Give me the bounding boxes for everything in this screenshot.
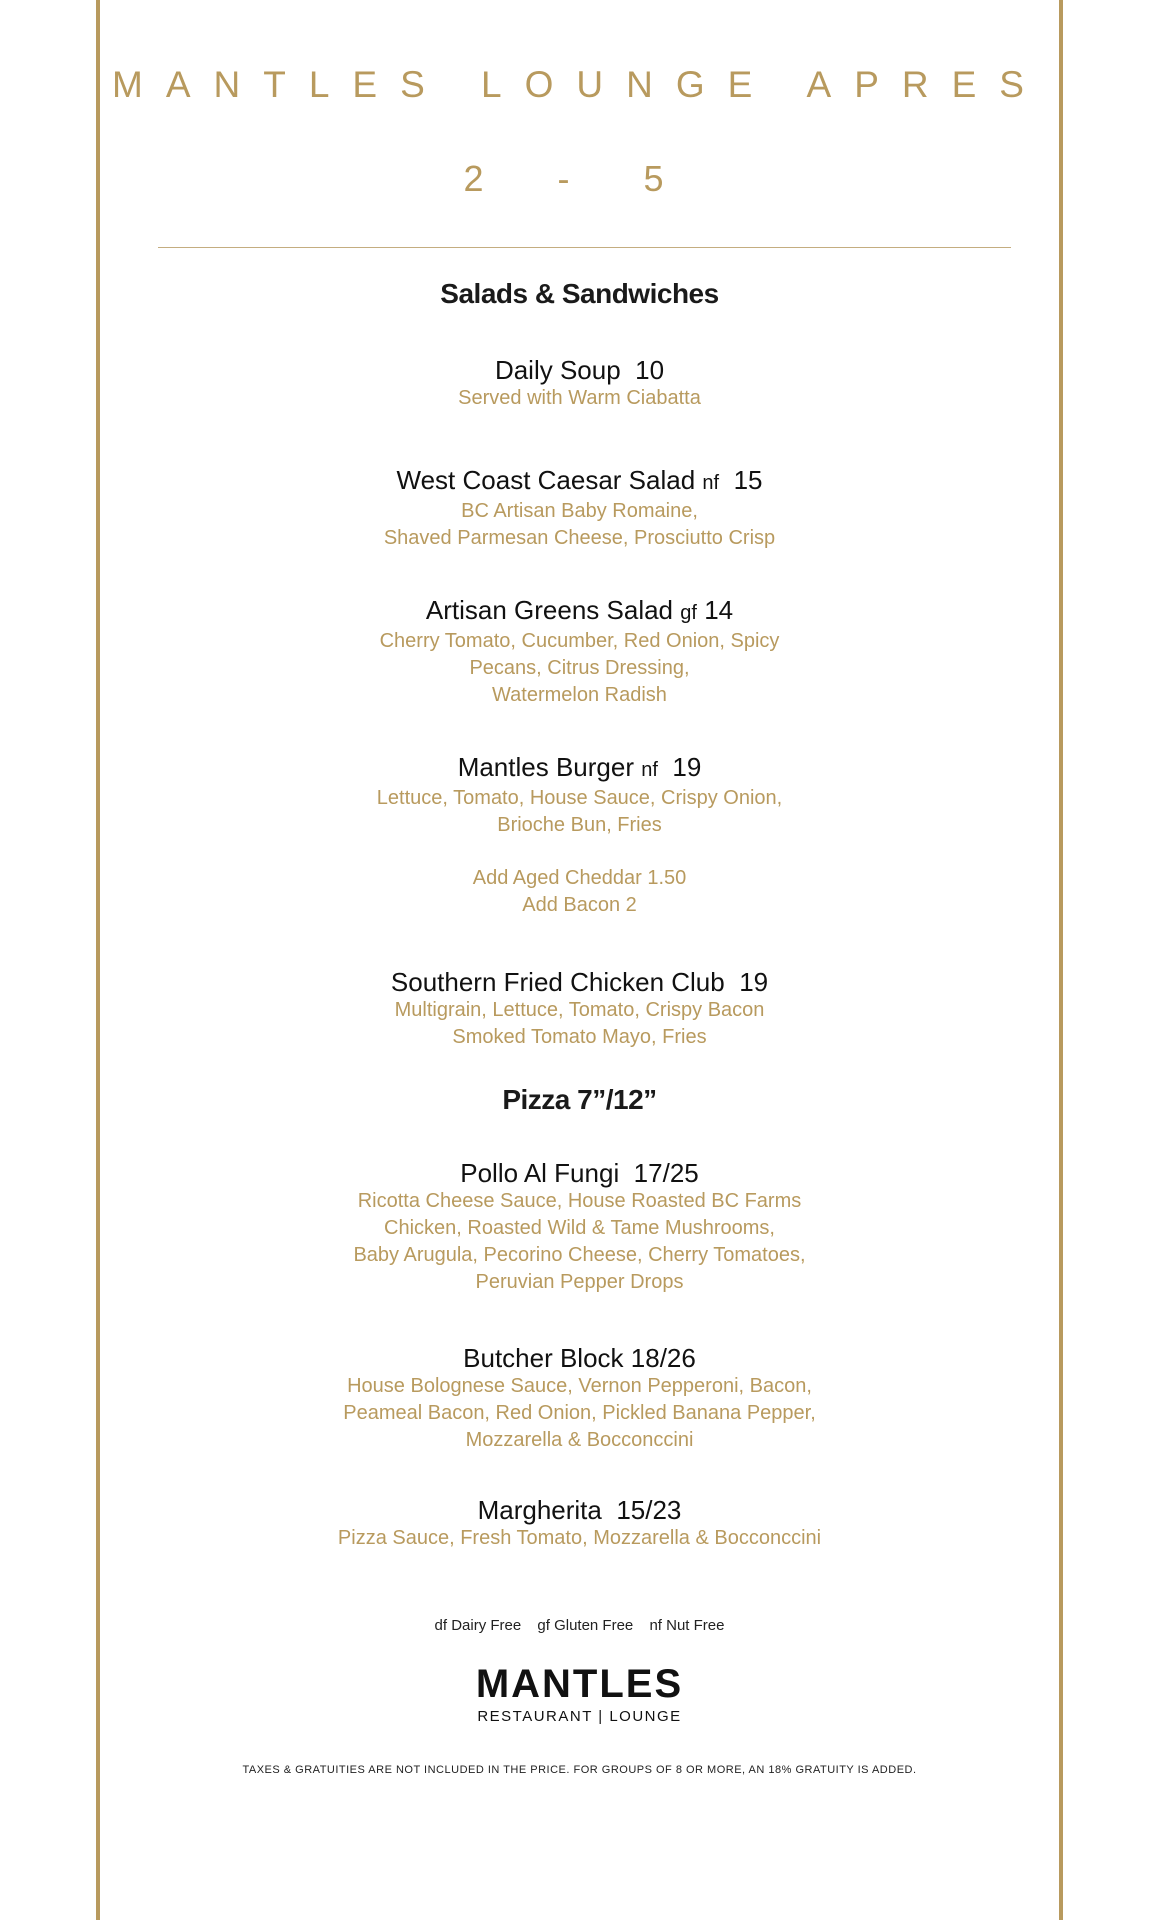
item-description: BC Artisan Baby Romaine,: [461, 500, 698, 522]
menu-item-artisan-greens-salad: [100, 595, 1059, 709]
item-name-line: [100, 1343, 1059, 1373]
item-name-line: [100, 1158, 1059, 1188]
legend-nut-free: nf Nut Free: [649, 1617, 725, 1634]
right-border-rule: [1059, 0, 1063, 1920]
item-name-line: [100, 752, 1059, 785]
menu-title: MANTLES LOUNGE APRES: [112, 64, 1047, 105]
item-name: Southern Fried Chicken Club: [390, 967, 725, 997]
item-description: Brioche Bun, Fries: [497, 814, 662, 836]
service-hours: 2 - 5: [463, 158, 696, 199]
menu-item-west-coast-caesar-salad: [100, 465, 1059, 552]
menu-item-mantles-burger: [100, 752, 1059, 919]
legend-gluten-free: gf Gluten Free: [537, 1617, 634, 1634]
item-name-line: [100, 1495, 1059, 1525]
item-price: 10: [635, 355, 665, 385]
item-name: Artisan Greens Salad: [425, 595, 674, 625]
item-name-line: [100, 465, 1059, 498]
item-name-line: [100, 595, 1059, 628]
item-name-line: [100, 967, 1059, 997]
item-description: Watermelon Radish: [492, 684, 667, 706]
item-description: Cherry Tomato, Cucumber, Red Onion, Spicy: [379, 630, 780, 652]
dietary-legend: [100, 1617, 1059, 1634]
diet-tag: nf: [641, 759, 658, 781]
item-description: Baby Arugula, Pecorino Cheese, Cherry Tomatoes,: [353, 1244, 806, 1266]
legend-dairy-free: df Dairy Free: [434, 1617, 522, 1634]
menu-item-margherita: [100, 1495, 1059, 1552]
item-description: House Bolognese Sauce, Vernon Pepperoni, Bacon,: [347, 1375, 812, 1397]
item-name: Mantles Burger: [457, 752, 634, 782]
item-name-line: [100, 355, 1059, 385]
item-price: 15/23: [616, 1495, 682, 1525]
diet-tag: gf: [680, 602, 697, 624]
section-title-salads-sandwiches: Salads & Sandwiches: [440, 278, 719, 309]
footer-note: TAXES & GRATUITIES ARE NOT INCLUDED IN THE PRICE. FOR GROUPS OF 8 OR MORE, AN 18% GRATUITY IS ADDED.: [242, 1764, 917, 1776]
item-price: 17/25: [633, 1158, 699, 1188]
item-name: Pollo Al Fungi: [460, 1158, 620, 1188]
item-description: Smoked Tomato Mayo, Fries: [452, 1026, 707, 1048]
item-price: 18/26: [630, 1343, 696, 1373]
item-description: Chicken, Roasted Wild & Tame Mushrooms,: [384, 1217, 775, 1239]
item-addon: Add Aged Cheddar 1.50: [472, 867, 687, 889]
menu-item-pollo-al-fungi: [100, 1158, 1059, 1296]
item-name: Margherita: [477, 1495, 602, 1525]
item-price: 19: [739, 967, 769, 997]
item-description: Shaved Parmesan Cheese, Prosciutto Crisp: [383, 527, 776, 549]
item-name: West Coast Caesar Salad: [396, 465, 696, 495]
brand-tagline: RESTAURANT | LOUNGE: [477, 1708, 682, 1725]
item-price: 15: [733, 465, 763, 495]
menu-item-southern-fried-chicken-club: [100, 967, 1059, 1051]
item-description: Peameal Bacon, Red Onion, Pickled Banana Pepper,: [343, 1402, 816, 1424]
diet-tag: nf: [702, 472, 720, 494]
item-description: Mozzarella & Bocconccini: [465, 1429, 694, 1451]
header-divider: [158, 247, 1011, 248]
item-addon: Add Bacon 2: [522, 894, 637, 916]
item-description: Pecans, Citrus Dressing,: [469, 657, 690, 679]
menu-item-daily-soup: [100, 355, 1059, 412]
item-description: Ricotta Cheese Sauce, House Roasted BC Farms: [357, 1190, 802, 1212]
item-description: Multigrain, Lettuce, Tomato, Crispy Bacon: [394, 999, 765, 1021]
item-description: Pizza Sauce, Fresh Tomato, Mozzarella & Bocconccini: [337, 1527, 822, 1549]
item-description: Served with Warm Ciabatta: [458, 387, 701, 409]
item-name: Daily Soup: [494, 355, 621, 385]
item-description: Peruvian Pepper Drops: [475, 1271, 684, 1293]
item-price: 14: [704, 595, 734, 625]
menu-item-butcher-block: [100, 1343, 1059, 1454]
item-name: Butcher Block: [463, 1343, 624, 1373]
brand-logo: MANTLES: [475, 1662, 684, 1706]
section-title-pizza: Pizza 7”/12”: [502, 1084, 657, 1115]
item-price: 19: [672, 752, 702, 782]
item-description: Lettuce, Tomato, House Sauce, Crispy Onion,: [376, 787, 783, 809]
